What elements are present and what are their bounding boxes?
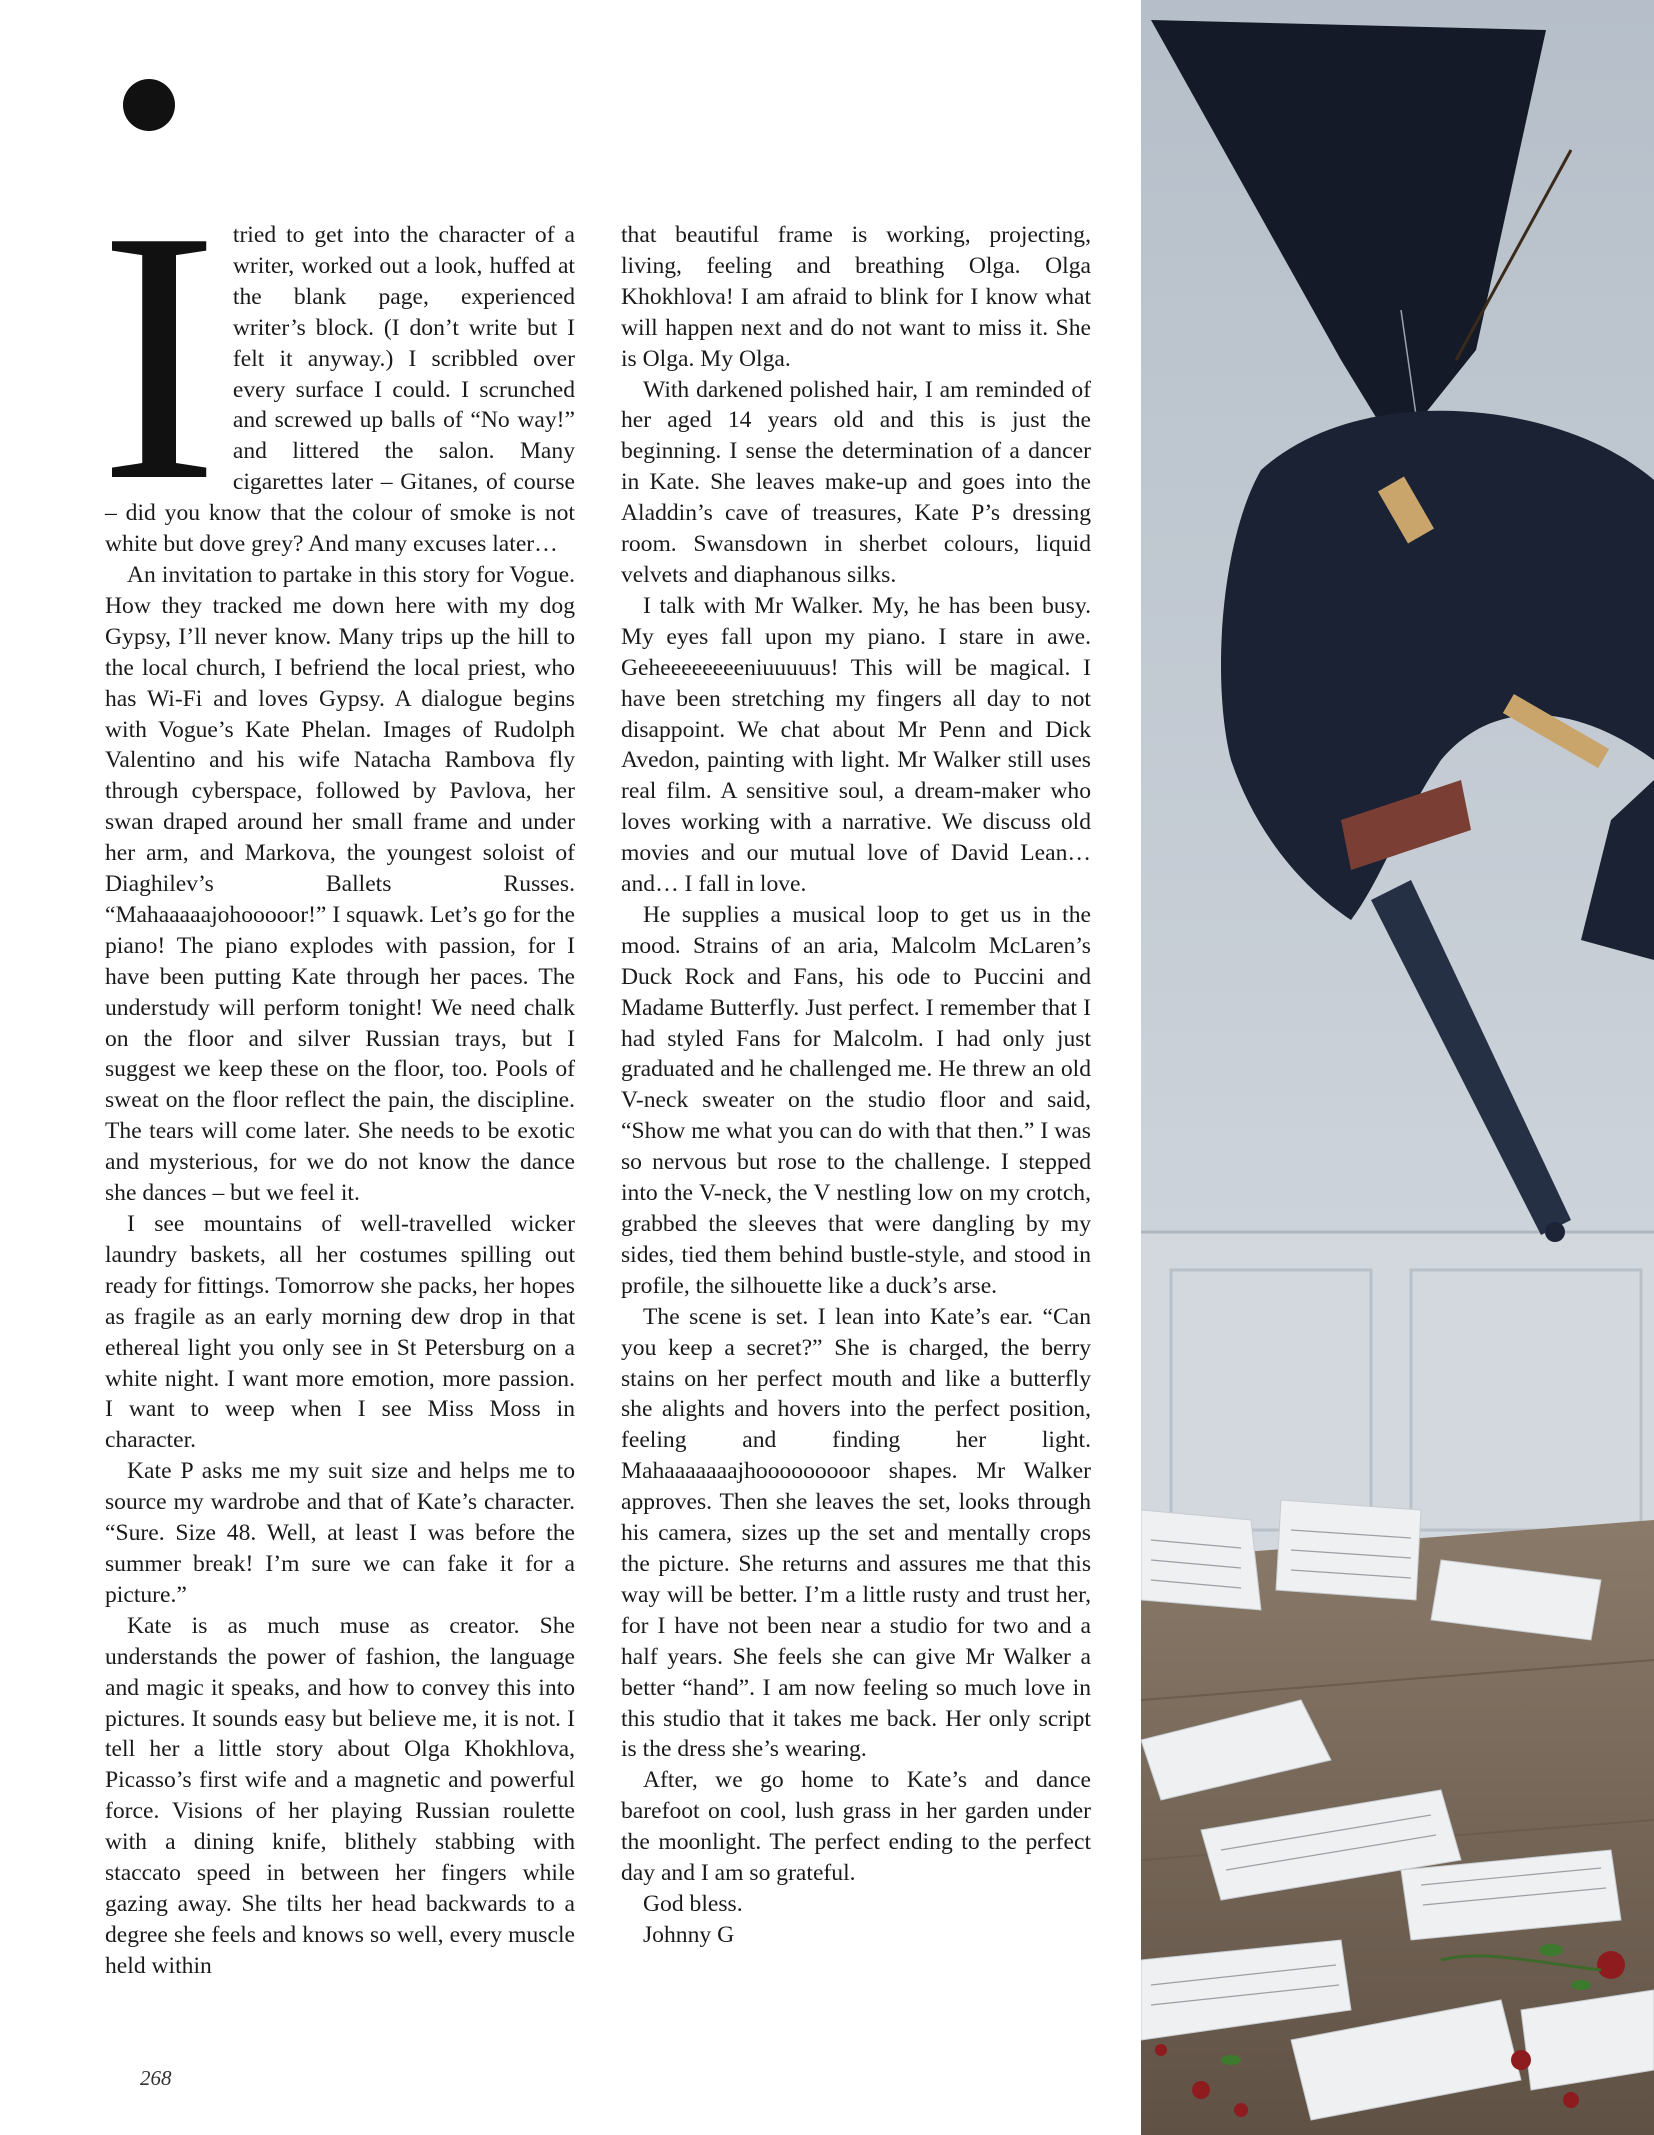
body-paragraph: After, we go home to Kate’s and dance barefoot on cool, lush grass in her garden under the moonlight. The perfect ending to the perfect day and I am so grateful. xyxy=(621,1767,1091,1887)
intro-paragraph: tried to get into the character of a writer, worked out a look, huffed at the blank page, experienced writer’s block. (I don’t write but I felt it anyway.) I scribbled over every surface I could. I scrunched and screwed up balls of “No way!” and littered the salon. Many cigarettes later – Gitanes, of course – did you know that the colour of smoke is not white but dove grey? And many excuses later… xyxy=(105,222,575,558)
body-paragraph: Kate is as much muse as creator. She understands the power of fashion, the language and magic it speaks, and how to convey this into pictures. It sounds easy but believe me, it is not. I tell her a little story about Olga Khokhlova, Picasso’s first wife and a magnetic and powerful force. Visions of her playing Russian roulette with a dining knife, blithely stabbing with staccato speed in between her fingers while gazing away. She tilts her head backwards to a degree she feels and knows so well, every muscle held within xyxy=(105,1612,575,1979)
body-paragraph: With darkened polished hair, I am reminded of her aged 14 years old and this is just the beginning. I sense the determination of a dancer in Kate. She leaves make-up and goes into the Aladdin’s cave of treasures, Kate P’s dressing room. Swansdown in sherbet colours, liquid velvets and diaphanous silks. xyxy=(621,376,1091,588)
body-paragraph: I talk with Mr Walker. My, he has been busy. My eyes fall upon my piano. I stare in awe. Geheeeeeeeeniuuuuus! This will be magical. I have been stretching my fingers all day to not disappoint. We chat about Mr Penn and Dick Avedon, painting with light. Mr Walker still uses real film. A sensitive soul, a dream-maker who loves working with a narrative. We discuss old movies and our mutual love of David Lean… and… I fall in love. xyxy=(621,592,1091,898)
body-paragraph: Kate P asks me my suit size and helps me to source my wardrobe and that of Kate’s character. “Sure. Size 48. Well, at least I was before the summer break! I’m sure we can fake it for a picture.” xyxy=(105,1458,575,1608)
photograph-suspended-piano xyxy=(1141,0,1654,2135)
body-paragraph: An invitation to partake in this story for Vogue. How they tracked me down here with my dog Gypsy, I’ll never know. Many trips up the hill to the local church, I befriend the local priest, who has Wi-Fi and loves Gypsy. A dialogue begins with Vogue’s Kate Phelan. Images of Rudolph Valentino and his wife Natacha Rambova fly through cyberspace, followed by Pavlova, her swan draped around her small frame and under her arm, and Markova, the youngest soloist of Diaghilev’s Ballets Russes. “Mahaaaaajohooooor!” I squawk. Let’s go for the piano! The piano explodes with passion, for I have been putting Kate through her paces. The understudy will perform tonight! We need chalk on the floor and silver Russian trays, but I suggest we keep these on the floor, too. Pools of sweat on the floor reflect the pain, the discipline. The tears will come later. She needs to be exotic and mysterious, for we do not know the dance she dances – but we feel it. xyxy=(105,561,575,1207)
right-column xyxy=(621,220,1091,1951)
continued-paragraph: that beautiful frame is working, projecting, living, feeling and breathing Olga. Olga Khokhlova! I am afraid to blink for I know what will happen next and do not want to miss it. She is Olga. My Olga. xyxy=(621,222,1091,372)
body-paragraph: The scene is set. I lean into Kate’s ear. “Can you keep a secret?” She is charged, the berry stains on her perfect mouth and like a butterfly she alights and hovers into the perfect position, feeling and finding her light. Mahaaaaaaajhooooooooor shapes. Mr Walker approves. Then she leaves the set, looks through his camera, sizes up the set and mentally crops the picture. She returns and assures me that this way will be better. I’m a little rusty and trust her, for I have not been near a studio for two and a half years. She feels she can give Mr Walker a better “hand”. I am now feeling so much love in this studio that it takes me back. Her only script is the dress she’s wearing. xyxy=(621,1303,1091,1763)
author-signature: Johnny G xyxy=(643,1921,735,1948)
body-paragraph: He supplies a musical loop to get us in the mood. Strains of an aria, Malcolm McLaren’s Duck Rock and Fans, his ode to Puccini and Madame Butterfly. Just perfect. I remember that I had styled Fans for Malcolm. I had only just graduated and he challenged me. He threw an old V-neck sweater on the studio floor and said, “Show me what you can do with that then.” I was so nervous but rose to the challenge. I stepped into the V-neck, the V nestling low on my crotch, grabbed the sleeves that were dangling by my sides, tied them behind bustle-style, and stood in profile, the silhouette like a duck’s arse. xyxy=(621,901,1091,1299)
left-column xyxy=(99,156,575,1982)
signoff: God bless. xyxy=(643,1890,743,1917)
page-number: 268 xyxy=(140,2066,172,2090)
body-paragraph: I see mountains of well-travelled wicker laundry baskets, all her costumes spilling out ready for fittings. Tomorrow she packs, her hopes as fragile as an early morning dew drop in that ethereal light you only see in St Petersburg on a white night. I want more emotion, more passion. I want to weep when I see Miss Moss in character. xyxy=(105,1211,575,1454)
drop-cap: I xyxy=(99,156,219,555)
decorative-dot xyxy=(123,79,175,131)
